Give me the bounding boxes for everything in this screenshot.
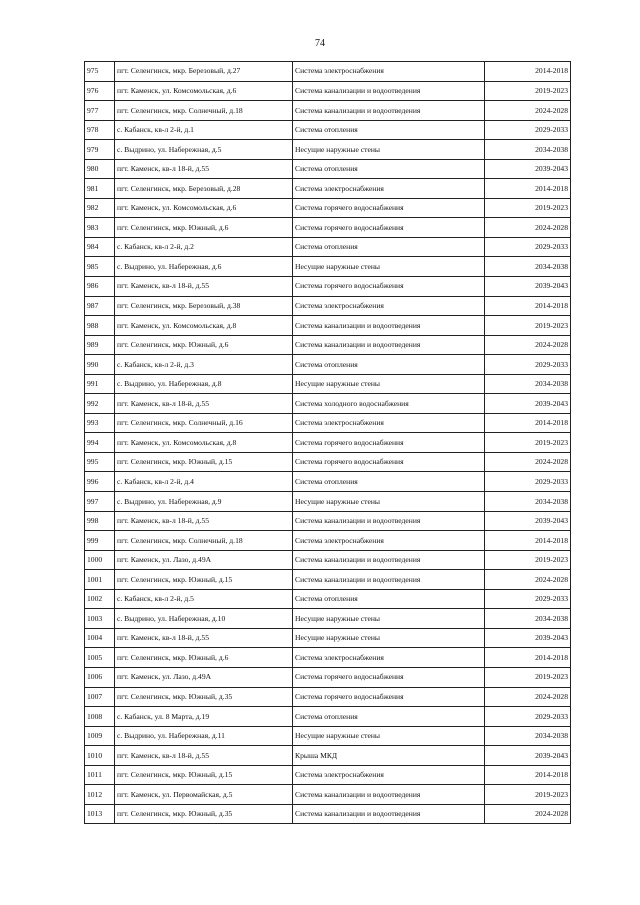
- table-row: [85, 550, 571, 570]
- period-cell: 2019-2023: [485, 550, 571, 570]
- page-number: 74: [315, 38, 325, 49]
- row-number-cell: 976: [85, 81, 115, 101]
- row-number-cell: 994: [85, 433, 115, 453]
- system-cell: Система горячего водоснабжения: [293, 687, 485, 707]
- row-number-cell: 984: [85, 237, 115, 257]
- period-cell: 2019-2023: [485, 81, 571, 101]
- system-cell: Система электроснабжения: [293, 62, 485, 82]
- system-cell: Система отопления: [293, 355, 485, 375]
- table-row: [85, 589, 571, 609]
- period-cell: 2014-2018: [485, 648, 571, 668]
- row-number-cell: 977: [85, 101, 115, 121]
- address-cell: с. Кабанск, кв-л 2-й, д.5: [115, 589, 293, 609]
- table-row: [85, 570, 571, 590]
- period-cell: 2029-2033: [485, 589, 571, 609]
- period-cell: 2029-2033: [485, 707, 571, 727]
- table-row: [85, 628, 571, 648]
- address-cell: с. Кабанск, кв-л 2-й, д.2: [115, 237, 293, 257]
- table-row: [85, 394, 571, 414]
- row-number-cell: 1004: [85, 628, 115, 648]
- table-row: [85, 452, 571, 472]
- address-cell: с. Кабанск, ул. 8 Марта, д.19: [115, 707, 293, 727]
- row-number-cell: 997: [85, 492, 115, 512]
- address-cell: пгт. Селенгинск, мкр. Южный, д.15: [115, 570, 293, 590]
- address-cell: пгт. Каменск, кв-л 18-й, д.55: [115, 394, 293, 414]
- system-cell: Система электроснабжения: [293, 531, 485, 551]
- period-cell: 2039-2043: [485, 511, 571, 531]
- system-cell: Система электроснабжения: [293, 648, 485, 668]
- table-row: [85, 804, 571, 824]
- address-cell: пгт. Каменск, кв-л 18-й, д.55: [115, 159, 293, 179]
- system-cell: Несущие наружные стены: [293, 628, 485, 648]
- address-cell: пгт. Селенгинск, мкр. Южный, д.15: [115, 452, 293, 472]
- address-cell: с. Выдрино, ул. Набережная, д.5: [115, 140, 293, 160]
- table-row: [85, 257, 571, 277]
- row-number-cell: 980: [85, 159, 115, 179]
- row-number-cell: 992: [85, 394, 115, 414]
- period-cell: 2014-2018: [485, 531, 571, 551]
- period-cell: 2034-2038: [485, 257, 571, 277]
- period-cell: 2019-2023: [485, 433, 571, 453]
- system-cell: Система холодного водоснабжения: [293, 394, 485, 414]
- row-number-cell: 991: [85, 374, 115, 394]
- period-cell: 2039-2043: [485, 746, 571, 766]
- table-row: [85, 472, 571, 492]
- row-number-cell: 1009: [85, 726, 115, 746]
- row-number-cell: 1001: [85, 570, 115, 590]
- row-number-cell: 999: [85, 531, 115, 551]
- period-cell: 2024-2028: [485, 101, 571, 121]
- system-cell: Несущие наружные стены: [293, 374, 485, 394]
- period-cell: 2019-2023: [485, 198, 571, 218]
- table-row: [85, 492, 571, 512]
- table-row: [85, 198, 571, 218]
- row-number-cell: 988: [85, 316, 115, 336]
- table-row: [85, 296, 571, 316]
- system-cell: Система электроснабжения: [293, 413, 485, 433]
- row-number-cell: 1011: [85, 765, 115, 785]
- row-number-cell: 989: [85, 335, 115, 355]
- period-cell: 2029-2033: [485, 237, 571, 257]
- system-cell: Система горячего водоснабжения: [293, 667, 485, 687]
- system-cell: Система канализации и водоотведения: [293, 785, 485, 805]
- row-number-cell: 1008: [85, 707, 115, 727]
- period-cell: 2014-2018: [485, 179, 571, 199]
- system-cell: Несущие наружные стены: [293, 492, 485, 512]
- system-cell: Несущие наружные стены: [293, 257, 485, 277]
- address-cell: пгт. Селенгинск, мкр. Солнечный, д.16: [115, 413, 293, 433]
- address-cell: пгт. Каменск, ул. Комсомольская, д.8: [115, 433, 293, 453]
- table-row: [85, 81, 571, 101]
- address-cell: с. Выдрино, ул. Набережная, д.6: [115, 257, 293, 277]
- row-number-cell: 1013: [85, 804, 115, 824]
- period-cell: 2029-2033: [485, 472, 571, 492]
- table-row: [85, 765, 571, 785]
- system-cell: Система отопления: [293, 120, 485, 140]
- address-cell: с. Кабанск, кв-л 2-й, д.3: [115, 355, 293, 375]
- address-cell: с. Кабанск, кв-л 2-й, д.4: [115, 472, 293, 492]
- address-cell: с. Выдрино, ул. Набережная, д.9: [115, 492, 293, 512]
- period-cell: 2039-2043: [485, 277, 571, 297]
- period-cell: 2024-2028: [485, 687, 571, 707]
- row-number-cell: 1006: [85, 667, 115, 687]
- period-cell: 2019-2023: [485, 316, 571, 336]
- table-row: [85, 413, 571, 433]
- row-number-cell: 1003: [85, 609, 115, 629]
- table-row: [85, 277, 571, 297]
- address-cell: пгт. Каменск, ул. Лазо, д.49А: [115, 550, 293, 570]
- row-number-cell: 983: [85, 218, 115, 238]
- row-number-cell: 995: [85, 452, 115, 472]
- address-cell: пгт. Селенгинск, мкр. Южный, д.35: [115, 804, 293, 824]
- table-row: [85, 433, 571, 453]
- system-cell: Система канализации и водоотведения: [293, 81, 485, 101]
- table-row: [85, 62, 571, 82]
- table-row: [85, 218, 571, 238]
- system-cell: Система отопления: [293, 589, 485, 609]
- address-cell: пгт. Селенгинск, мкр. Южный, д.6: [115, 218, 293, 238]
- table-row: [85, 140, 571, 160]
- period-cell: 2039-2043: [485, 159, 571, 179]
- address-cell: пгт. Каменск, ул. Лазо, д.49А: [115, 667, 293, 687]
- row-number-cell: 987: [85, 296, 115, 316]
- address-cell: с. Выдрино, ул. Набережная, д.10: [115, 609, 293, 629]
- period-cell: 2034-2038: [485, 140, 571, 160]
- system-cell: Система электроснабжения: [293, 179, 485, 199]
- system-cell: Система отопления: [293, 472, 485, 492]
- row-number-cell: 1012: [85, 785, 115, 805]
- system-cell: Система отопления: [293, 707, 485, 727]
- system-cell: Система электроснабжения: [293, 765, 485, 785]
- table-row: [85, 531, 571, 551]
- row-number-cell: 1007: [85, 687, 115, 707]
- system-cell: Система канализации и водоотведения: [293, 101, 485, 121]
- period-cell: 2024-2028: [485, 570, 571, 590]
- period-cell: 2039-2043: [485, 628, 571, 648]
- table-row: [85, 785, 571, 805]
- period-cell: 2019-2023: [485, 785, 571, 805]
- period-cell: 2034-2038: [485, 374, 571, 394]
- period-cell: 2024-2028: [485, 335, 571, 355]
- table-row: [85, 179, 571, 199]
- system-cell: Система горячего водоснабжения: [293, 218, 485, 238]
- system-cell: Система канализации и водоотведения: [293, 570, 485, 590]
- address-cell: с. Кабанск, кв-л 2-й, д.1: [115, 120, 293, 140]
- system-cell: Система электроснабжения: [293, 296, 485, 316]
- row-number-cell: 975: [85, 62, 115, 82]
- row-number-cell: 981: [85, 179, 115, 199]
- system-cell: Система горячего водоснабжения: [293, 277, 485, 297]
- row-number-cell: 1000: [85, 550, 115, 570]
- table-row: [85, 687, 571, 707]
- system-cell: Система канализации и водоотведения: [293, 804, 485, 824]
- address-cell: пгт. Селенгинск, мкр. Южный, д.15: [115, 765, 293, 785]
- row-number-cell: 998: [85, 511, 115, 531]
- system-cell: Система горячего водоснабжения: [293, 433, 485, 453]
- row-number-cell: 1002: [85, 589, 115, 609]
- row-number-cell: 990: [85, 355, 115, 375]
- row-number-cell: 985: [85, 257, 115, 277]
- system-cell: Система горячего водоснабжения: [293, 198, 485, 218]
- table-row: [85, 159, 571, 179]
- address-cell: пгт. Каменск, кв-л 18-й, д.55: [115, 628, 293, 648]
- period-cell: 2029-2033: [485, 120, 571, 140]
- address-cell: пгт. Каменск, кв-л 18-й, д.55: [115, 746, 293, 766]
- address-cell: с. Выдрино, ул. Набережная, д.8: [115, 374, 293, 394]
- address-cell: пгт. Каменск, ул. Комсомольская, д.6: [115, 198, 293, 218]
- table-row: [85, 726, 571, 746]
- table-row: [85, 335, 571, 355]
- address-cell: с. Выдрино, ул. Набережная, д.11: [115, 726, 293, 746]
- table-row: [85, 609, 571, 629]
- system-cell: Система канализации и водоотведения: [293, 550, 485, 570]
- system-cell: Несущие наружные стены: [293, 140, 485, 160]
- row-number-cell: 993: [85, 413, 115, 433]
- address-cell: пгт. Селенгинск, мкр. Южный, д.6: [115, 648, 293, 668]
- row-number-cell: 978: [85, 120, 115, 140]
- address-cell: пгт. Каменск, кв-л 18-й, д.55: [115, 277, 293, 297]
- system-cell: Система отопления: [293, 159, 485, 179]
- table-row: [85, 707, 571, 727]
- table-row: [85, 237, 571, 257]
- system-cell: Система канализации и водоотведения: [293, 511, 485, 531]
- row-number-cell: 1010: [85, 746, 115, 766]
- period-cell: 2034-2038: [485, 492, 571, 512]
- table-body: [85, 62, 571, 824]
- address-cell: пгт. Селенгинск, мкр. Южный, д.35: [115, 687, 293, 707]
- period-cell: 2034-2038: [485, 609, 571, 629]
- row-number-cell: 986: [85, 277, 115, 297]
- table-row: [85, 667, 571, 687]
- period-cell: 2014-2018: [485, 413, 571, 433]
- period-cell: 2039-2043: [485, 394, 571, 414]
- period-cell: 2029-2033: [485, 355, 571, 375]
- row-number-cell: 1005: [85, 648, 115, 668]
- period-cell: 2014-2018: [485, 296, 571, 316]
- system-cell: Несущие наружные стены: [293, 726, 485, 746]
- address-cell: пгт. Селенгинск, мкр. Солнечный, д.18: [115, 101, 293, 121]
- row-number-cell: 979: [85, 140, 115, 160]
- period-cell: 2024-2028: [485, 452, 571, 472]
- period-cell: 2019-2023: [485, 667, 571, 687]
- address-cell: пгт. Селенгинск, мкр. Южный, д.6: [115, 335, 293, 355]
- table-row: [85, 316, 571, 336]
- period-cell: 2014-2018: [485, 62, 571, 82]
- period-cell: 2024-2028: [485, 218, 571, 238]
- address-cell: пгт. Каменск, ул. Комсомольская, д.8: [115, 316, 293, 336]
- table-row: [85, 374, 571, 394]
- address-cell: пгт. Селенгинск, мкр. Березовый, д.27: [115, 62, 293, 82]
- table-row: [85, 648, 571, 668]
- system-cell: Система канализации и водоотведения: [293, 316, 485, 336]
- table-row: [85, 101, 571, 121]
- address-cell: пгт. Селенгинск, мкр. Березовый, д.38: [115, 296, 293, 316]
- system-cell: Система горячего водоснабжения: [293, 452, 485, 472]
- row-number-cell: 996: [85, 472, 115, 492]
- system-cell: Система отопления: [293, 237, 485, 257]
- table-row: [85, 355, 571, 375]
- address-cell: пгт. Селенгинск, мкр. Солнечный, д.18: [115, 531, 293, 551]
- system-cell: Несущие наружные стены: [293, 609, 485, 629]
- period-cell: 2014-2018: [485, 765, 571, 785]
- row-number-cell: 982: [85, 198, 115, 218]
- period-cell: 2024-2028: [485, 804, 571, 824]
- table-row: [85, 511, 571, 531]
- repair-schedule-table: [84, 61, 571, 824]
- period-cell: 2034-2038: [485, 726, 571, 746]
- table-row: [85, 746, 571, 766]
- table-row: [85, 120, 571, 140]
- system-cell: Крыша МКД: [293, 746, 485, 766]
- address-cell: пгт. Селенгинск, мкр. Березовый, д.28: [115, 179, 293, 199]
- address-cell: пгт. Каменск, ул. Комсомольская, д.6: [115, 81, 293, 101]
- address-cell: пгт. Каменск, ул. Первомайская, д.5: [115, 785, 293, 805]
- system-cell: Система канализации и водоотведения: [293, 335, 485, 355]
- address-cell: пгт. Каменск, кв-л 18-й, д.55: [115, 511, 293, 531]
